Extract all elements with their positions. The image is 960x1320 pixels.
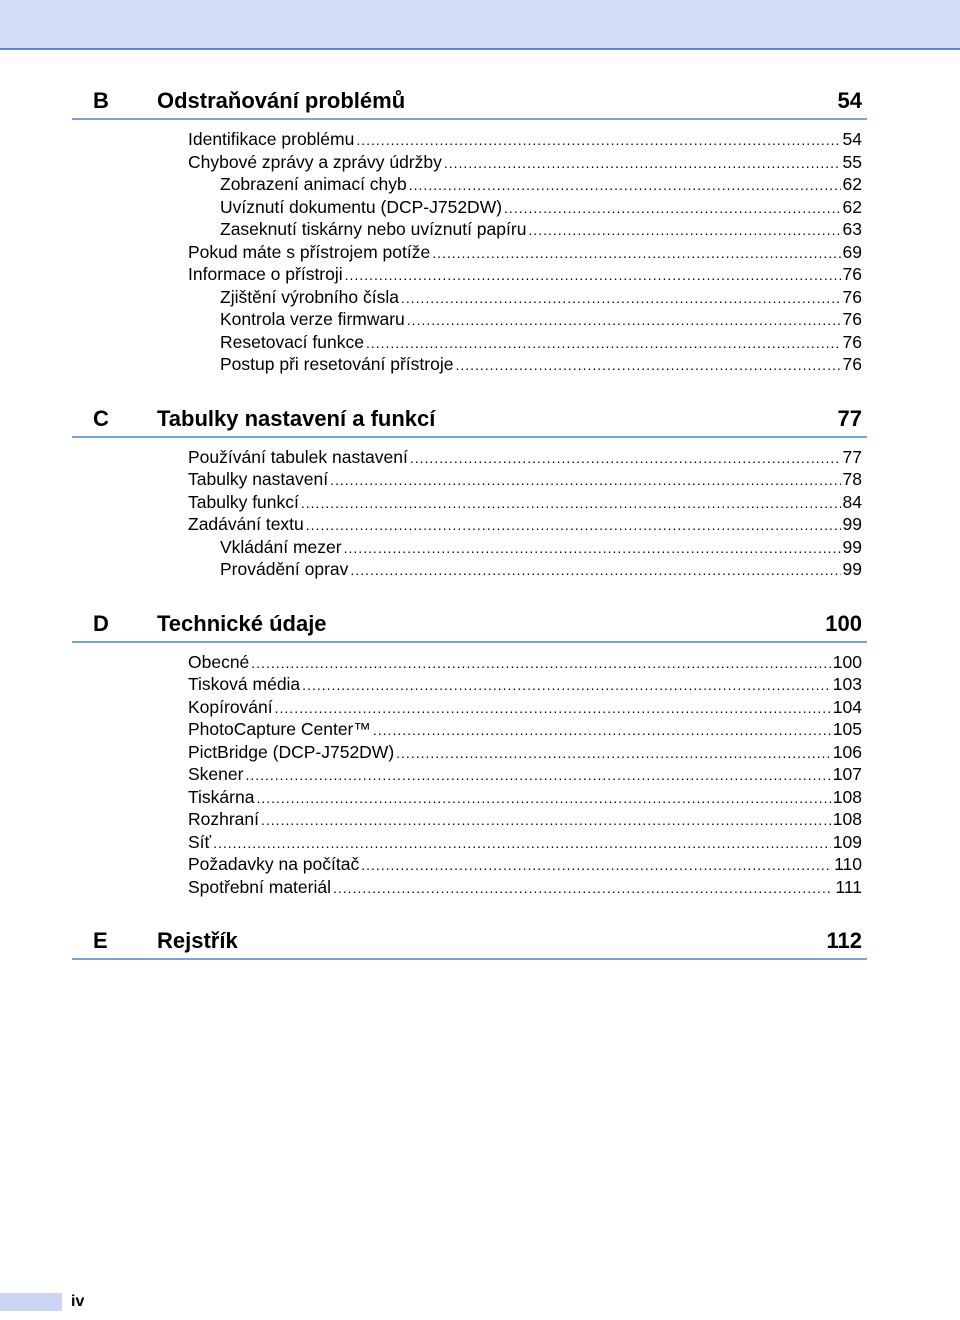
toc-chapter-e (72, 924, 867, 960)
toc-entry[interactable] (188, 741, 862, 764)
dot-leader (410, 447, 841, 470)
chapter-page-number: 100 (825, 610, 862, 636)
entry-page-number: 84 (842, 491, 862, 512)
toc-subentry[interactable] (220, 173, 862, 196)
toc-entry[interactable] (188, 763, 862, 786)
chapter-heading[interactable] (72, 402, 867, 438)
entry-title: Rozhraní (188, 809, 260, 829)
chapter-title: Odstraňování problémů (157, 88, 406, 113)
toc-entry[interactable] (188, 241, 862, 264)
entry-page-number: 107 (832, 764, 862, 784)
entry-title: Tabulky funkcí (188, 491, 299, 512)
toc-entry[interactable] (188, 853, 862, 876)
toc-subentry[interactable] (220, 308, 862, 331)
dot-leader (361, 854, 832, 877)
dot-leader (366, 332, 841, 355)
chapter-page-number: 54 (837, 88, 862, 113)
entry-page-number: 69 (842, 241, 862, 262)
entry-page-number: 99 (842, 536, 862, 557)
entry-title: PhotoCapture Center™ (188, 719, 371, 739)
entry-title: PictBridge (DCP-J752DW) (188, 741, 395, 762)
entry-list (72, 438, 867, 581)
chapter-heading[interactable] (72, 607, 867, 643)
dot-leader (301, 492, 841, 515)
entry-title: Tiskárna (188, 786, 255, 807)
entry-list (72, 643, 867, 899)
toc-entry[interactable] (188, 491, 862, 514)
dot-leader (396, 742, 831, 765)
entry-page-number: 62 (842, 174, 862, 194)
toc-subentry[interactable] (220, 331, 862, 354)
toc-chapter-d (72, 607, 867, 899)
entry-title: Zjištění výrobního čísla (220, 286, 399, 307)
toc-entry[interactable] (188, 263, 862, 286)
toc-entry[interactable] (188, 696, 862, 719)
entry-page-number: 78 (842, 469, 862, 489)
entry-title: Kopírování (188, 696, 273, 717)
dot-leader (330, 469, 840, 492)
header-band (0, 0, 960, 50)
entry-title: Síť (188, 831, 212, 852)
dot-leader (504, 197, 840, 220)
toc-subentry[interactable] (220, 536, 862, 559)
toc-chapter-b (72, 84, 867, 376)
entry-page-number: 76 (842, 331, 862, 352)
dot-leader (528, 219, 840, 242)
chapter-letter: D (93, 610, 109, 636)
chapter-letter: B (93, 88, 109, 113)
entry-page-number: 54 (842, 129, 862, 149)
entry-page-number: 105 (832, 719, 862, 739)
dot-leader (407, 309, 841, 332)
dot-leader (245, 764, 830, 787)
entry-page-number: 77 (842, 446, 862, 467)
entry-title: Pokud máte s přístrojem potíže (188, 241, 431, 262)
chapter-page-number: 112 (826, 928, 862, 953)
dot-leader (256, 787, 830, 810)
entry-title: Zaseknutí tiskárny nebo uvíznutí papíru (220, 219, 527, 239)
entry-title: Požadavky na počítač (188, 854, 360, 874)
toc-subentry[interactable] (220, 353, 862, 376)
toc-entry[interactable] (188, 808, 862, 831)
toc-entry[interactable] (188, 876, 862, 899)
toc-entry[interactable] (188, 513, 862, 536)
entry-title: Zobrazení animací chyb (220, 174, 407, 194)
entry-title: Skener (188, 764, 244, 784)
entry-title: Uvíznutí dokumentu (DCP-J752DW) (220, 196, 503, 217)
dot-leader (455, 354, 840, 377)
toc-entry[interactable] (188, 786, 862, 809)
dot-leader (275, 697, 831, 720)
entry-title: Zadávání textu (188, 514, 304, 534)
entry-page-number: 76 (842, 354, 862, 374)
toc-subentry[interactable] (220, 558, 862, 581)
toc-subentry[interactable] (220, 218, 862, 241)
chapter-letter: E (93, 928, 108, 953)
entry-page-number: 108 (832, 809, 862, 829)
footer-page-number: iv (71, 1293, 85, 1310)
table-of-contents (72, 84, 867, 986)
chapter-letter: C (93, 405, 109, 431)
entry-page-number: 76 (842, 309, 862, 329)
chapter-title: Rejstřík (157, 928, 238, 953)
entry-page-number: 108 (832, 786, 862, 807)
entry-title: Provádění oprav (220, 559, 349, 579)
chapter-heading[interactable] (72, 84, 867, 120)
dot-leader (432, 242, 840, 265)
toc-entry[interactable] (188, 151, 862, 174)
entry-title: Informace o přístroji (188, 264, 343, 284)
toc-entry[interactable] (188, 128, 862, 151)
toc-entry[interactable] (188, 651, 862, 674)
dot-leader (345, 264, 841, 287)
entry-title: Identifikace problému (188, 129, 355, 149)
entry-page-number: 99 (842, 559, 862, 579)
toc-subentry[interactable] (220, 286, 862, 309)
dot-leader (444, 152, 841, 175)
entry-page-number: 99 (842, 514, 862, 534)
dot-leader (213, 832, 831, 855)
dot-leader (251, 652, 831, 675)
entry-page-number: 111 (835, 876, 862, 897)
entry-page-number: 110 (834, 854, 862, 874)
toc-entry[interactable] (188, 446, 862, 469)
entry-title: Vkládání mezer (220, 536, 342, 557)
entry-title: Postup při resetování přístroje (220, 354, 454, 374)
dot-leader (401, 287, 841, 310)
entry-page-number: 104 (832, 696, 862, 717)
footer-band (0, 1293, 62, 1311)
entry-title: Používání tabulek nastavení (188, 446, 408, 467)
entry-page-number: 103 (832, 674, 862, 694)
entry-title: Kontrola verze firmwaru (220, 309, 405, 329)
dot-leader (306, 514, 841, 537)
dot-leader (350, 559, 840, 582)
dot-leader (333, 877, 833, 900)
toc-entry[interactable] (188, 673, 862, 696)
toc-entry[interactable] (188, 718, 862, 741)
entry-page-number: 55 (842, 151, 862, 172)
entry-page-number: 106 (832, 741, 862, 762)
entry-page-number: 76 (842, 264, 862, 284)
dot-leader (409, 174, 841, 197)
dot-leader (373, 719, 831, 742)
entry-page-number: 62 (842, 196, 862, 217)
chapter-page-number: 77 (837, 405, 862, 431)
chapter-title: Technické údaje (157, 610, 327, 636)
entry-title: Spotřební materiál (188, 876, 331, 897)
toc-chapter-c (72, 402, 867, 581)
entry-title: Tabulky nastavení (188, 469, 329, 489)
dot-leader (261, 809, 831, 832)
dot-leader (356, 129, 840, 152)
toc-entry[interactable] (188, 468, 862, 491)
entry-page-number: 100 (832, 651, 862, 672)
entry-list (72, 120, 867, 376)
entry-title: Obecné (188, 651, 250, 672)
entry-page-number: 63 (842, 219, 862, 239)
chapter-title: Tabulky nastavení a funkcí (157, 405, 436, 431)
entry-title: Chybové zprávy a zprávy údržby (188, 151, 442, 172)
toc-subentry[interactable] (220, 196, 862, 219)
dot-leader (302, 674, 831, 697)
entry-title: Tisková média (188, 674, 301, 694)
entry-title: Resetovací funkce (220, 331, 364, 352)
dot-leader (344, 537, 841, 560)
chapter-heading[interactable] (72, 924, 867, 960)
toc-entry[interactable] (188, 831, 862, 854)
entry-page-number: 109 (832, 831, 862, 852)
entry-page-number: 76 (842, 286, 862, 307)
